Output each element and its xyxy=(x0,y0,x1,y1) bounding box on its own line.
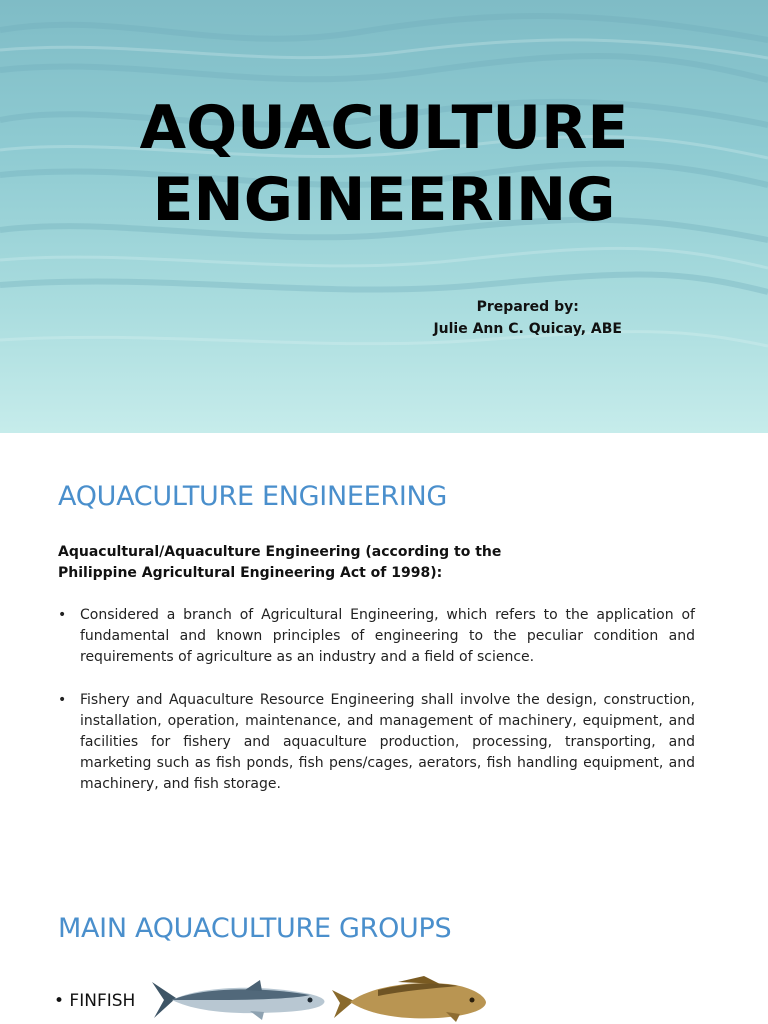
carp-image xyxy=(328,976,490,1024)
bullet-icon: • xyxy=(58,607,67,623)
finfish-label: • FINFISH xyxy=(54,991,136,1011)
definition-subheading: Aquacultural/Aquaculture Engineering (according to the Philippine Agricultural Engineering Act of 1998): xyxy=(58,544,502,581)
list-item-text: Considered a branch of Agricultural Engineering, which refers to the application of fundamental and known principles of engineering to the peculiar condition and requirements of agriculture as an industry and a field of science. xyxy=(80,607,695,666)
title-line-1: AQUACULTURE xyxy=(139,93,629,163)
list-item xyxy=(58,605,695,669)
list-item-text: Fishery and Aquaculture Resource Engineering shall involve the design, construction, installation, operation, maintenance, and management of machinery, equipment, and facilities for fishery and aquaculture production, processing, transporting, and marketing such as fish ponds, fish pens/cages, aerators, fish handling equipment, and machinery, and fish storage. xyxy=(80,691,695,793)
list-item xyxy=(58,690,695,796)
milkfish-image xyxy=(150,976,328,1024)
prepared-by-label: Prepared by: xyxy=(476,299,579,315)
groups-heading: MAIN AQUACULTURE GROUPS xyxy=(58,913,452,944)
title-line-2: ENGINEERING xyxy=(152,165,616,235)
content-slide xyxy=(0,433,768,1024)
author-name: Julie Ann C. Quicay, ABE xyxy=(433,321,622,337)
presentation-title xyxy=(0,92,768,236)
bullet-icon: • xyxy=(58,691,67,708)
section-heading: AQUACULTURE ENGINEERING xyxy=(58,481,448,512)
author-block xyxy=(433,296,622,340)
title-slide xyxy=(0,0,768,433)
definition-list xyxy=(58,605,695,817)
